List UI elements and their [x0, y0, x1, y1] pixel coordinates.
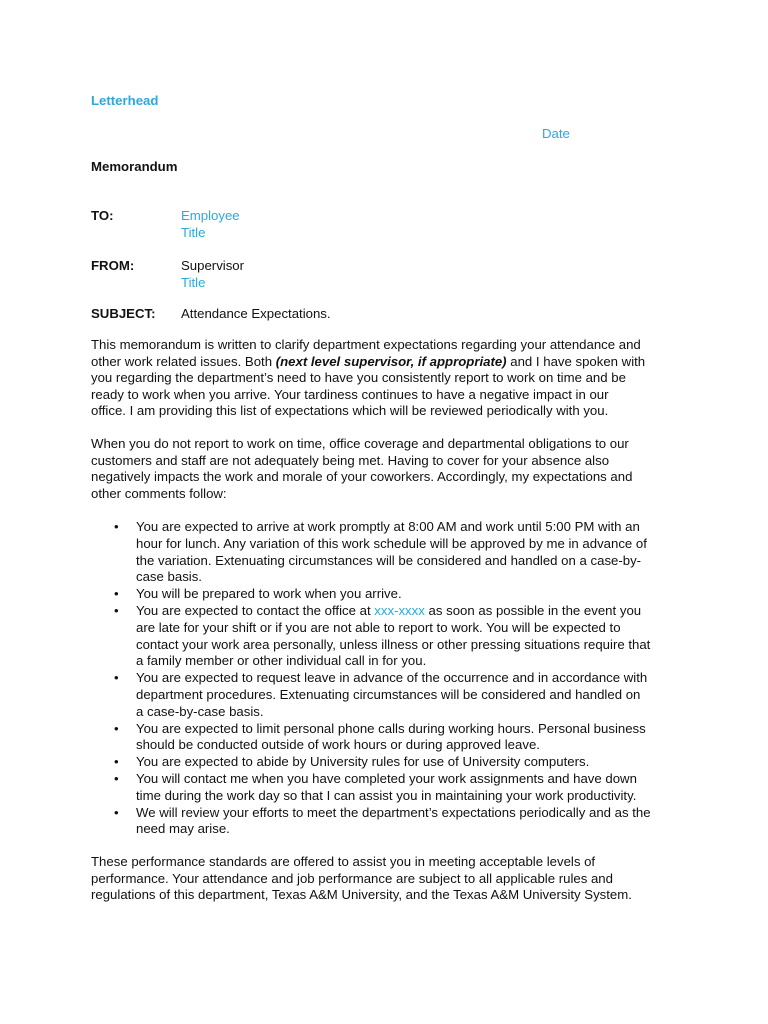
item-line: need may arise.: [136, 821, 230, 837]
item-line: time during the work day so that I can assist you in maintaining your work productivity.: [136, 787, 637, 803]
expectation-item: [91, 805, 691, 839]
bullet-icon: •: [114, 770, 119, 786]
intro-line-2: [91, 354, 691, 371]
intro-paragraph: [91, 337, 691, 420]
office-phone-placeholder: xxx-xxxx: [374, 602, 425, 618]
from-title: Title: [181, 274, 206, 290]
impact-paragraph: [91, 436, 691, 502]
from-name: Supervisor: [181, 258, 245, 273]
impact-line: customers and staff are not adequately being met. Having to cover for your absence also: [91, 452, 610, 468]
item-line: should be conducted outside of work hours or during approved leave.: [136, 737, 540, 753]
item-line: hour for lunch. Any variation of this work schedule will be approved by me in advance of: [136, 535, 647, 551]
expectation-item: [91, 519, 691, 586]
expectation-item: [91, 603, 691, 670]
intro-line-2-a: other work related issues. Both: [91, 353, 276, 369]
expectation-item: [91, 721, 691, 755]
bullet-icon: •: [114, 602, 119, 618]
item-line: contact your work area personally, unless illness or other pressing situations require that: [136, 636, 651, 652]
closing-paragraph: [91, 854, 691, 904]
item-line: case basis.: [136, 569, 202, 585]
intro-line-3: you regarding the department’s need to have you consistently report to work on time and be: [91, 370, 626, 386]
item-line: the variation. Extenuating circumstances will be considered and handled on a case-by-: [136, 552, 642, 568]
from-label: FROM:: [91, 258, 135, 273]
bullet-icon: •: [114, 670, 119, 686]
subject-value: Attendance Expectations.: [181, 306, 331, 321]
expectation-item: [91, 754, 691, 771]
item-line: You are expected to arrive at work promptly at 8:00 AM and work until 5:00 PM with an: [136, 519, 640, 534]
expectations-list: [91, 519, 691, 838]
to-title: Title: [181, 224, 206, 240]
item-line-b: as soon as possible in the event you: [424, 602, 642, 618]
impact-line: other comments follow:: [91, 485, 227, 501]
next-level-supervisor-placeholder: (next level supervisor, if appropriate): [275, 353, 507, 369]
item-line: You will contact me when you have completed your work assignments and have down: [136, 770, 637, 786]
intro-line-2-b: and I have spoken with: [506, 353, 646, 369]
item-line: You are expected to limit personal phone calls during working hours. Personal business: [136, 720, 646, 736]
expectation-item: [91, 586, 691, 603]
closing-line: These performance standards are offered to assist you in meeting acceptable levels of: [91, 854, 596, 869]
closing-line: performance. Your attendance and job performance are subject to all applicable rules and: [91, 870, 613, 886]
bullet-icon: •: [114, 804, 119, 820]
closing-line: regulations of this department, Texas A&M University, and the Texas A&M University System.: [91, 887, 632, 903]
from-value: [181, 258, 244, 291]
expectation-item: [91, 771, 691, 805]
item-line: You are expected to request leave in advance of the occurrence and in accordance with: [136, 670, 648, 686]
to-label: TO:: [91, 208, 114, 223]
bullet-icon: •: [114, 586, 119, 602]
subject-label: SUBJECT:: [91, 306, 156, 321]
bullet-icon: •: [114, 754, 119, 770]
bullet-icon: •: [114, 519, 119, 534]
intro-line-1: This memorandum is written to clarify department expectations regarding your attendance and: [91, 337, 641, 352]
intro-line-4: ready to work when you arrive. Your tardiness continues to have a negative impact in our: [91, 386, 609, 402]
impact-line: negatively impacts the work and morale of your coworkers. Accordingly, my expectations and: [91, 469, 633, 485]
expectation-item: [91, 670, 691, 720]
item-line: a family member or other individual call in for you.: [136, 653, 427, 669]
item-line: are late for your shift or if you are not able to report to work. You will be expected to: [136, 619, 621, 635]
item-line: department procedures. Extenuating circumstances will be considered and handled on: [136, 686, 641, 702]
letterhead-placeholder: Letterhead: [91, 93, 159, 108]
item-line: We will review your efforts to meet the department’s expectations periodically and as the: [136, 804, 651, 820]
item-line-a: You are expected to contact the office at: [136, 602, 375, 618]
item-line: a case-by-case basis.: [136, 703, 264, 719]
date-placeholder: Date: [542, 126, 570, 141]
intro-line-5: office. I am providing this list of expectations which will be reviewed periodically with you.: [91, 403, 609, 419]
memo-title: Memorandum: [91, 159, 178, 174]
item-line: You are expected to abide by University rules for use of University computers.: [136, 754, 590, 770]
item-line: [136, 603, 691, 620]
item-line: You will be prepared to work when you arrive.: [136, 586, 402, 602]
to-name: Employee: [181, 208, 240, 223]
to-value: [181, 208, 240, 241]
bullet-icon: •: [114, 720, 119, 736]
impact-line: When you do not report to work on time, office coverage and departmental obligations to our: [91, 436, 629, 451]
